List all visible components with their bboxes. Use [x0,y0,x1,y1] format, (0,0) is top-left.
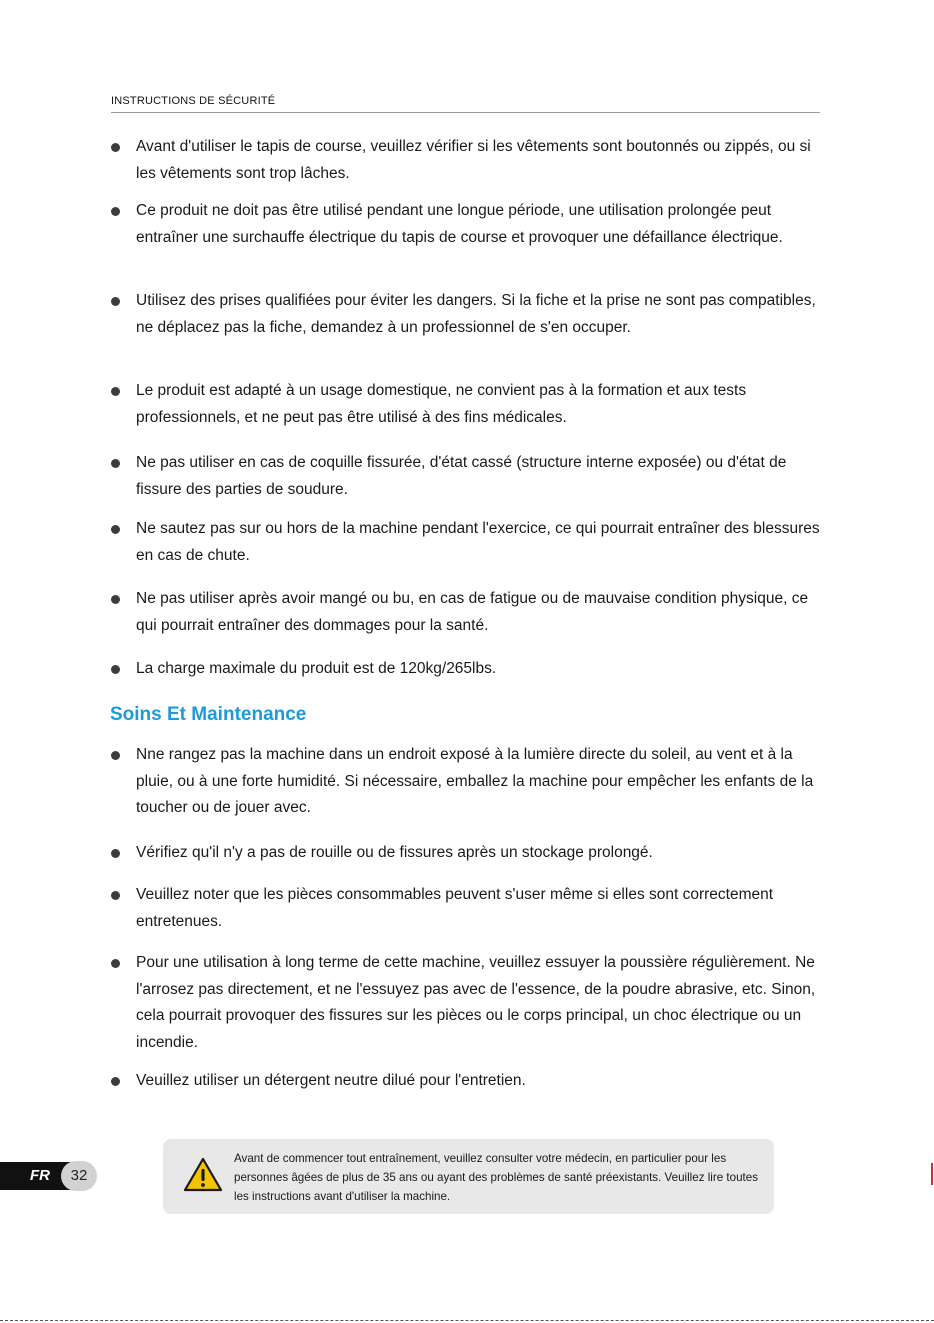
warning-text: Avant de commencer tout entraînement, veuillez consulter votre médecin, en particulier pour les personnes âgées de plus de 35 ans ou ayant des problèmes de santé préexistants. Veuillez lire toutes les instructions avant d'utiliser la machine. [234,1152,758,1203]
bullet-dot-icon [111,849,120,858]
bullet-dot-icon [111,665,120,674]
list-item-text: Pour une utilisation à long terme de cette machine, veuillez essuyer la poussière régulièrement. Ne l'arrosez pas directement, et ne l'essuyez pas avec de l'essence, de la poudre abrasive, etc. Sinon, cela pourrait provoquer des fissures sur les pièces ou le corps principal, un choc électrique ou un incendie. [136,954,816,1051]
list-item [111,198,823,268]
list-item [111,450,823,498]
bullet-dot-icon [111,595,120,604]
list-item [111,1068,823,1094]
bullet-dot-icon [111,959,120,968]
list-item-text: Veuillez utiliser un détergent neutre dilué pour l'entretien. [136,1072,526,1089]
list-item-text: Vérifiez qu'il n'y a pas de rouille ou de fissures après un stockage prolongé. [136,844,653,861]
list-item [111,882,823,934]
list-item-text: Nne rangez pas la machine dans un endroit exposé à la lumière directe du soleil, au vent et à la pluie, ou à une forte humidité. Si nécessaire, emballez la machine pour empêcher les enfants de la toucher ou de jouer avec. [136,746,814,816]
list-item-text: Avant d'utiliser le tapis de course, veuillez vérifier si les vêtements sont boutonnés ou zippés, ou si les vêtements sont trop lâches. [136,138,811,182]
bullet-dot-icon [111,1077,120,1086]
list-item-text: Veuillez noter que les pièces consommables peuvent s'user même si elles sont correctement entretenues. [136,886,774,930]
warning-box [163,1139,774,1214]
list-item [111,950,823,1054]
list-item [111,516,823,564]
safety-list [111,134,823,682]
list-item-text: Utilisez des prises qualifiées pour éviter les dangers. Si la fiche et la prise ne sont pas compatibles, ne déplacez pas la fiche, demandez à un professionnel de s'en occuper. [136,292,816,336]
bullet-dot-icon [111,297,120,306]
list-item [111,742,823,820]
page-edge-divider [0,1320,934,1321]
bullet-dot-icon [111,751,120,760]
list-item [111,656,823,682]
list-item-text: Ne pas utiliser après avoir mangé ou bu, en cas de fatigue ou de mauvaise condition physique, ce qui pourrait entraîner des dommages pour la santé. [136,590,809,634]
bullet-dot-icon [111,207,120,216]
section-header: INSTRUCTIONS DE SÉCURITÉ [111,95,820,113]
maintenance-title: Soins Et Maintenance [110,704,307,725]
bullet-dot-icon [111,387,120,396]
list-item-text: Ce produit ne doit pas être utilisé pendant une longue période, une utilisation prolongée peut entraîner une surchauffe électrique du tapis de course et provoquer une défaillance électrique. [136,202,783,246]
bullet-dot-icon [111,459,120,468]
list-item-text: Ne pas utiliser en cas de coquille fissurée, d'état cassé (structure interne exposée) ou d'état de fissure des parties de soudure. [136,454,787,498]
bullet-dot-icon [111,525,120,534]
list-item [111,134,823,182]
list-item [111,378,823,426]
list-item-text: Ne sautez pas sur ou hors de la machine pendant l'exercice, ce qui pourrait entraîner des blessures en cas de chute. [136,520,820,564]
list-item [111,288,823,358]
bullet-dot-icon [111,143,120,152]
list-item-text: Le produit est adapté à un usage domestique, ne convient pas à la formation et aux tests professionnels, et ne peut pas être utilisé à des fins médicales. [136,382,747,426]
edge-mark [931,1163,933,1185]
page-number: 32 [61,1161,97,1191]
list-item-text: La charge maximale du produit est de 120kg/265lbs. [136,660,497,677]
bullet-dot-icon [111,891,120,900]
maintenance-list [111,742,823,1094]
list-item [111,586,823,634]
language-label: FR [30,1167,50,1184]
list-item [111,840,823,866]
warning-triangle-icon [183,1157,223,1198]
